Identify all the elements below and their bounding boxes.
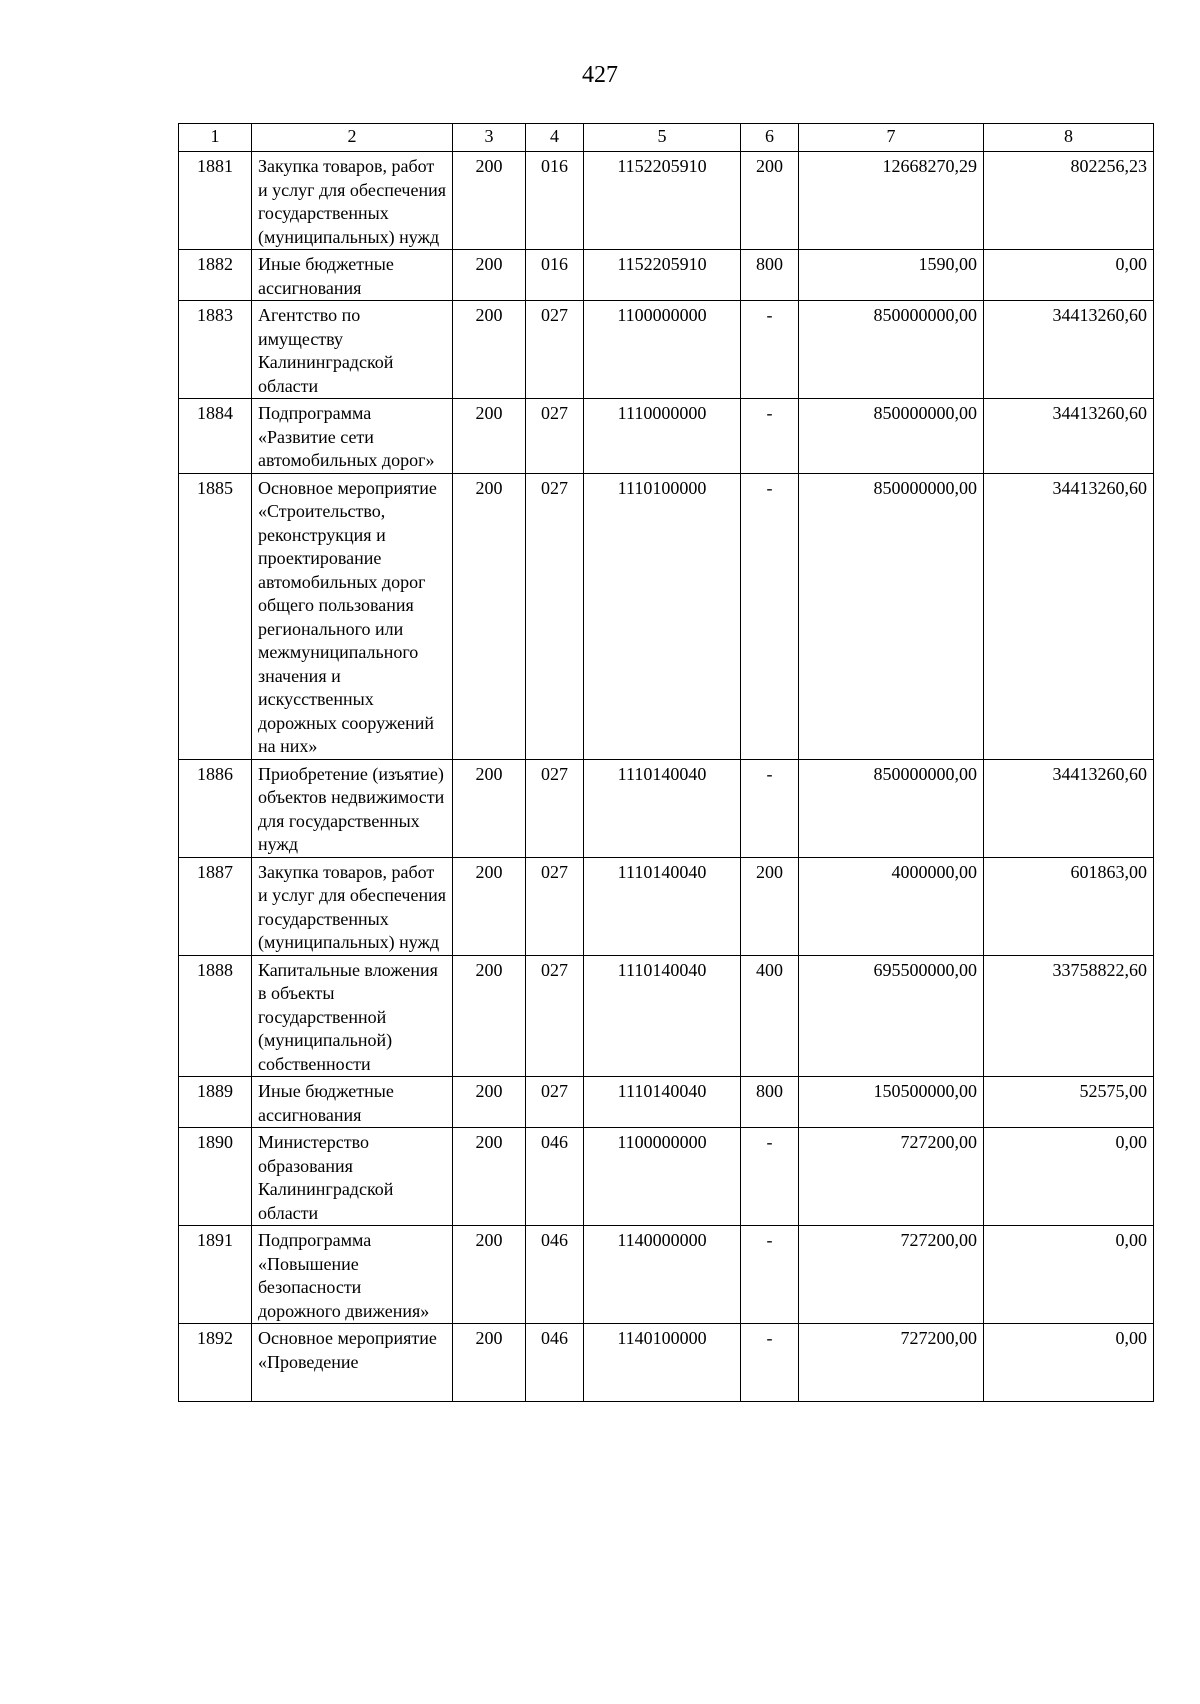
row-code-4: 027 (526, 473, 584, 759)
row-number: 1885 (179, 473, 252, 759)
row-amount-8: 0,00 (984, 1324, 1154, 1402)
row-code-3: 200 (453, 955, 526, 1077)
row-amount-8: 34413260,60 (984, 759, 1154, 857)
row-number: 1886 (179, 759, 252, 857)
row-name: Иные бюджетные ассигнования (252, 250, 453, 301)
table-row (179, 1226, 1154, 1324)
row-code-4: 027 (526, 955, 584, 1077)
row-amount-7: 12668270,29 (799, 152, 984, 250)
row-code-3: 200 (453, 857, 526, 955)
row-number: 1889 (179, 1077, 252, 1128)
row-name: Подпрограмма «Повышение безопасности дорожного движения» (252, 1226, 453, 1324)
row-number: 1883 (179, 301, 252, 399)
column-header: 7 (799, 124, 984, 152)
row-name: Капитальные вложения в объекты государственной (муниципальной) собственности (252, 955, 453, 1077)
row-code-4: 046 (526, 1324, 584, 1402)
table-row (179, 473, 1154, 759)
row-number: 1888 (179, 955, 252, 1077)
column-header: 1 (179, 124, 252, 152)
row-code-6: 200 (741, 857, 799, 955)
row-number: 1884 (179, 399, 252, 474)
row-code-3: 200 (453, 152, 526, 250)
row-code-5: 1140000000 (584, 1226, 741, 1324)
row-code-5: 1110140040 (584, 1077, 741, 1128)
table-row (179, 1077, 1154, 1128)
table-row (179, 399, 1154, 474)
page-number: 427 (582, 62, 618, 88)
row-name: Основное мероприятие «Проведение (252, 1324, 453, 1402)
row-code-6: 800 (741, 1077, 799, 1128)
column-header: 3 (453, 124, 526, 152)
row-code-5: 1110140040 (584, 857, 741, 955)
column-header: 2 (252, 124, 453, 152)
row-code-4: 027 (526, 857, 584, 955)
row-code-3: 200 (453, 301, 526, 399)
row-code-4: 046 (526, 1128, 584, 1226)
row-amount-7: 850000000,00 (799, 399, 984, 474)
row-code-3: 200 (453, 1077, 526, 1128)
table-row (179, 857, 1154, 955)
row-name: Закупка товаров, работ и услуг для обеспечения государственных (муниципальных) нужд (252, 857, 453, 955)
row-code-3: 200 (453, 1128, 526, 1226)
row-code-4: 027 (526, 759, 584, 857)
row-code-6: - (741, 1128, 799, 1226)
table-row (179, 1128, 1154, 1226)
table-row (179, 759, 1154, 857)
row-number: 1887 (179, 857, 252, 955)
row-code-6: 800 (741, 250, 799, 301)
row-number: 1890 (179, 1128, 252, 1226)
row-amount-8: 34413260,60 (984, 473, 1154, 759)
row-code-6: - (741, 759, 799, 857)
row-amount-8: 34413260,60 (984, 399, 1154, 474)
table-row (179, 955, 1154, 1077)
row-code-3: 200 (453, 473, 526, 759)
column-header: 6 (741, 124, 799, 152)
row-amount-8: 0,00 (984, 1226, 1154, 1324)
row-amount-8: 0,00 (984, 250, 1154, 301)
table-row (179, 250, 1154, 301)
row-code-5: 1110100000 (584, 473, 741, 759)
row-amount-8: 34413260,60 (984, 301, 1154, 399)
row-name: Министерство образования Калининградской области (252, 1128, 453, 1226)
table-row (179, 1324, 1154, 1402)
row-name: Подпрограмма «Развитие сети автомобильных дорог» (252, 399, 453, 474)
row-code-4: 016 (526, 250, 584, 301)
row-amount-7: 727200,00 (799, 1226, 984, 1324)
row-code-4: 016 (526, 152, 584, 250)
row-number: 1892 (179, 1324, 252, 1402)
row-amount-7: 695500000,00 (799, 955, 984, 1077)
row-number: 1882 (179, 250, 252, 301)
row-number: 1881 (179, 152, 252, 250)
row-amount-8: 33758822,60 (984, 955, 1154, 1077)
row-code-5: 1152205910 (584, 250, 741, 301)
row-amount-7: 850000000,00 (799, 473, 984, 759)
table-row (179, 152, 1154, 250)
row-code-6: 400 (741, 955, 799, 1077)
row-code-3: 200 (453, 250, 526, 301)
row-name: Закупка товаров, работ и услуг для обеспечения государственных (муниципальных) нужд (252, 152, 453, 250)
row-amount-7: 727200,00 (799, 1128, 984, 1226)
row-number: 1891 (179, 1226, 252, 1324)
row-code-6: - (741, 399, 799, 474)
row-code-5: 1140100000 (584, 1324, 741, 1402)
row-code-4: 046 (526, 1226, 584, 1324)
row-code-5: 1100000000 (584, 1128, 741, 1226)
row-amount-7: 850000000,00 (799, 759, 984, 857)
row-name: Основное мероприятие «Строительство, реконструкция и проектирование автомобильных дорог общего пользования регионального или межмуниципального значения и искусственных дорожных сооружений на них» (252, 473, 453, 759)
table-row (179, 301, 1154, 399)
row-code-3: 200 (453, 399, 526, 474)
row-code-3: 200 (453, 1324, 526, 1402)
row-code-6: - (741, 1226, 799, 1324)
column-header: 8 (984, 124, 1154, 152)
row-code-6: - (741, 301, 799, 399)
column-header: 5 (584, 124, 741, 152)
row-amount-8: 601863,00 (984, 857, 1154, 955)
header-row (179, 124, 1154, 152)
row-code-6: - (741, 1324, 799, 1402)
row-amount-7: 850000000,00 (799, 301, 984, 399)
row-code-3: 200 (453, 1226, 526, 1324)
column-header: 4 (526, 124, 584, 152)
row-code-5: 1152205910 (584, 152, 741, 250)
row-code-4: 027 (526, 301, 584, 399)
row-code-5: 1110140040 (584, 759, 741, 857)
row-code-4: 027 (526, 1077, 584, 1128)
row-code-5: 1110000000 (584, 399, 741, 474)
row-code-6: - (741, 473, 799, 759)
row-code-3: 200 (453, 759, 526, 857)
row-name: Агентство по имуществу Калининградской области (252, 301, 453, 399)
row-code-6: 200 (741, 152, 799, 250)
row-amount-7: 4000000,00 (799, 857, 984, 955)
row-name: Иные бюджетные ассигнования (252, 1077, 453, 1128)
row-amount-7: 150500000,00 (799, 1077, 984, 1128)
row-amount-8: 0,00 (984, 1128, 1154, 1226)
row-amount-7: 727200,00 (799, 1324, 984, 1402)
row-code-5: 1110140040 (584, 955, 741, 1077)
row-amount-7: 1590,00 (799, 250, 984, 301)
row-amount-8: 52575,00 (984, 1077, 1154, 1128)
row-name: Приобретение (изъятие) объектов недвижимости для государственных нужд (252, 759, 453, 857)
row-amount-8: 802256,23 (984, 152, 1154, 250)
budget-table (178, 123, 1154, 1402)
row-code-4: 027 (526, 399, 584, 474)
row-code-5: 1100000000 (584, 301, 741, 399)
